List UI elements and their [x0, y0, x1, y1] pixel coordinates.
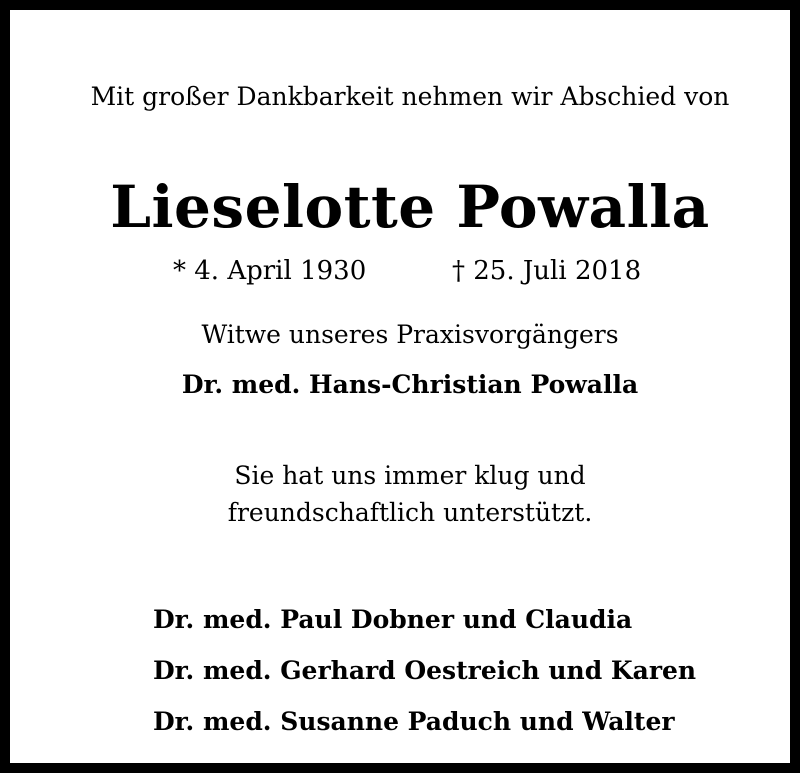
birth-date: * 4. April 1930 — [173, 256, 367, 286]
signer-3: Dr. med. Susanne Paduch und Walter — [153, 707, 675, 736]
death-date: † 25. Juli 2018 — [452, 256, 642, 286]
tribute-line-1: Sie hat uns immer klug und — [234, 461, 586, 490]
signer-2: Dr. med. Gerhard Oestreich und Karen — [153, 656, 697, 685]
intro-text: Mit großer Dankbarkeit nehmen wir Abschied von — [90, 82, 730, 111]
signer-1: Dr. med. Paul Dobner und Claudia — [153, 605, 633, 634]
widow-line: Witwe unseres Praxisvorgängers — [201, 320, 619, 349]
deceased-name: Lieselotte Powalla — [110, 173, 710, 241]
husband-name: Dr. med. Hans-Christian Powalla — [181, 370, 639, 399]
tribute-line-2: freundschaftlich unterstützt. — [227, 498, 593, 527]
life-dates — [10, 256, 800, 296]
